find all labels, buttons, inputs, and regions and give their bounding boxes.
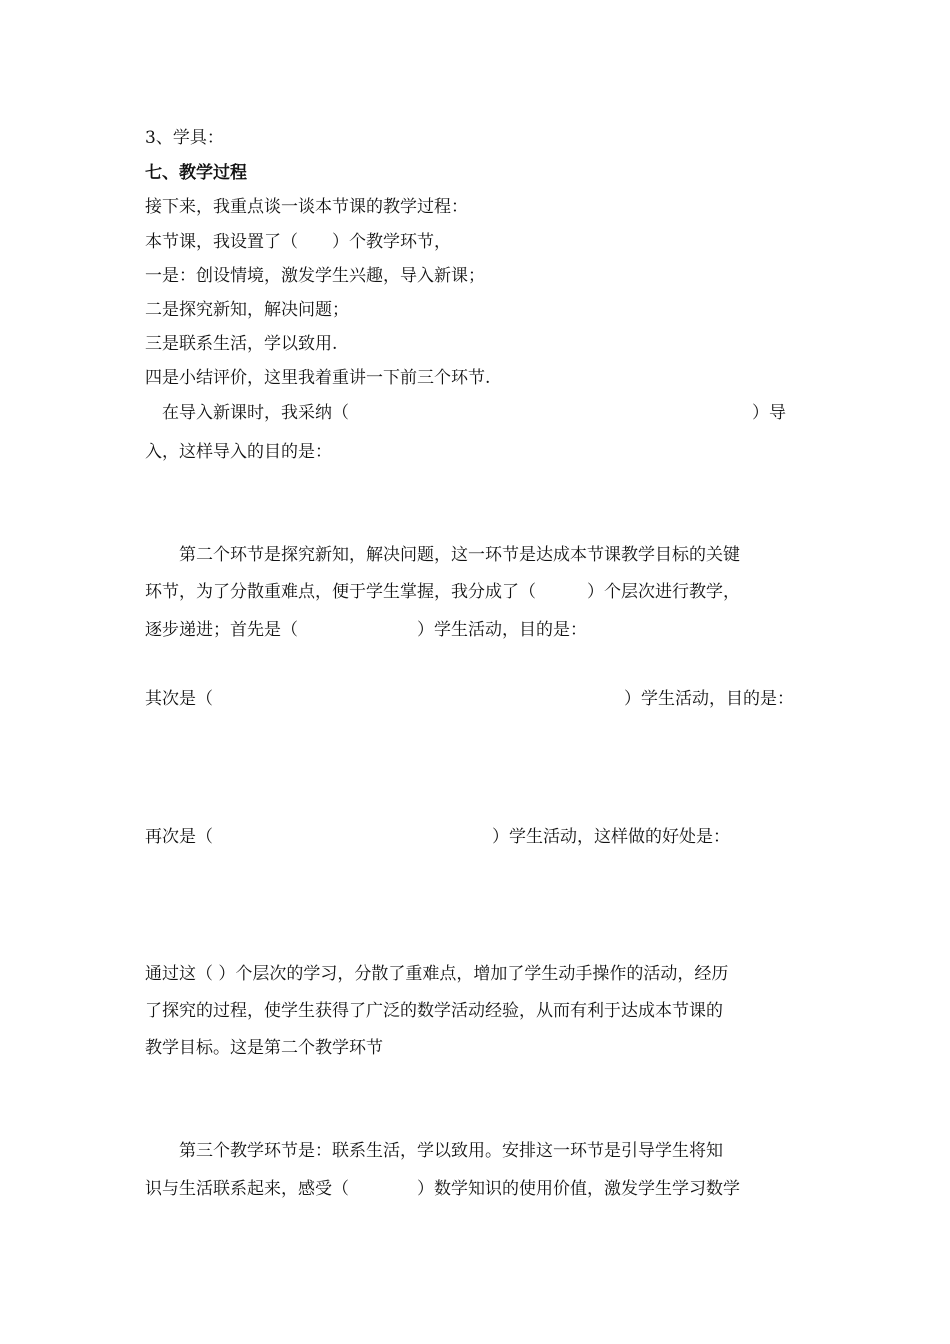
third-stage-paragraph-line-1: 第三个教学环节是：联系生活，学以致用。安排这一环节是引导学生将知: [145, 1141, 723, 1161]
summary-paragraph-line-1: 通过这（ ）个层次的学习，分散了重难点，增加了学生动手操作的活动，经历: [145, 964, 729, 984]
summary-paragraph-line-3: 教学目标。这是第二个教学环节: [145, 1038, 383, 1058]
stage-count-line: 本节课，我设置了（ ）个教学环节，: [145, 232, 451, 252]
third-stage-paragraph-line-2: 识与生活联系起来，感受（ ）数学知识的使用价值，激发学生学习数学: [145, 1179, 740, 1199]
intro-purpose-line: 入，这样导入的目的是：: [145, 442, 332, 462]
second-stage-paragraph-line-2: 环节，为了分散重难点，便于学生掌握，我分成了（ ）个层次进行教学，: [145, 582, 740, 602]
stage-one-line: 一是：创设情境，激发学生兴趣，导入新课；: [145, 266, 485, 286]
stage-two-line: 二是探究新知，解决问题；: [145, 300, 349, 320]
stage-four-line: 四是小结评价，这里我着重讲一下前三个环节.: [145, 368, 491, 388]
intro-line: 接下来，我重点谈一谈本节课的教学过程：: [145, 197, 468, 217]
intro-method-line-end: ）导: [752, 403, 786, 423]
second-level-line-end: ）学生活动，目的是：: [624, 689, 794, 709]
stage-three-line: 三是联系生活，学以致用.: [145, 334, 338, 354]
second-stage-paragraph-line-3: 逐步递进；首先是（ ）学生活动，目的是：: [145, 620, 587, 640]
second-level-line-start: 其次是（: [145, 689, 213, 709]
section-heading-teaching-process: 七、教学过程: [145, 163, 247, 183]
third-level-line-end: ）学生活动，这样做的好处是：: [492, 827, 730, 847]
summary-paragraph-line-2: 了探究的过程，使学生获得了广泛的数学活动经验，从而有利于达成本节课的: [145, 1001, 723, 1021]
intro-method-line-start: 在导入新课时，我采纳（: [145, 403, 349, 423]
second-stage-paragraph-line-1: 第二个环节是探究新知，解决问题，这一环节是达成本节课教学目标的关键: [145, 545, 740, 565]
item-learning-tools: 3、学具：: [145, 128, 224, 148]
third-level-line-start: 再次是（: [145, 827, 213, 847]
